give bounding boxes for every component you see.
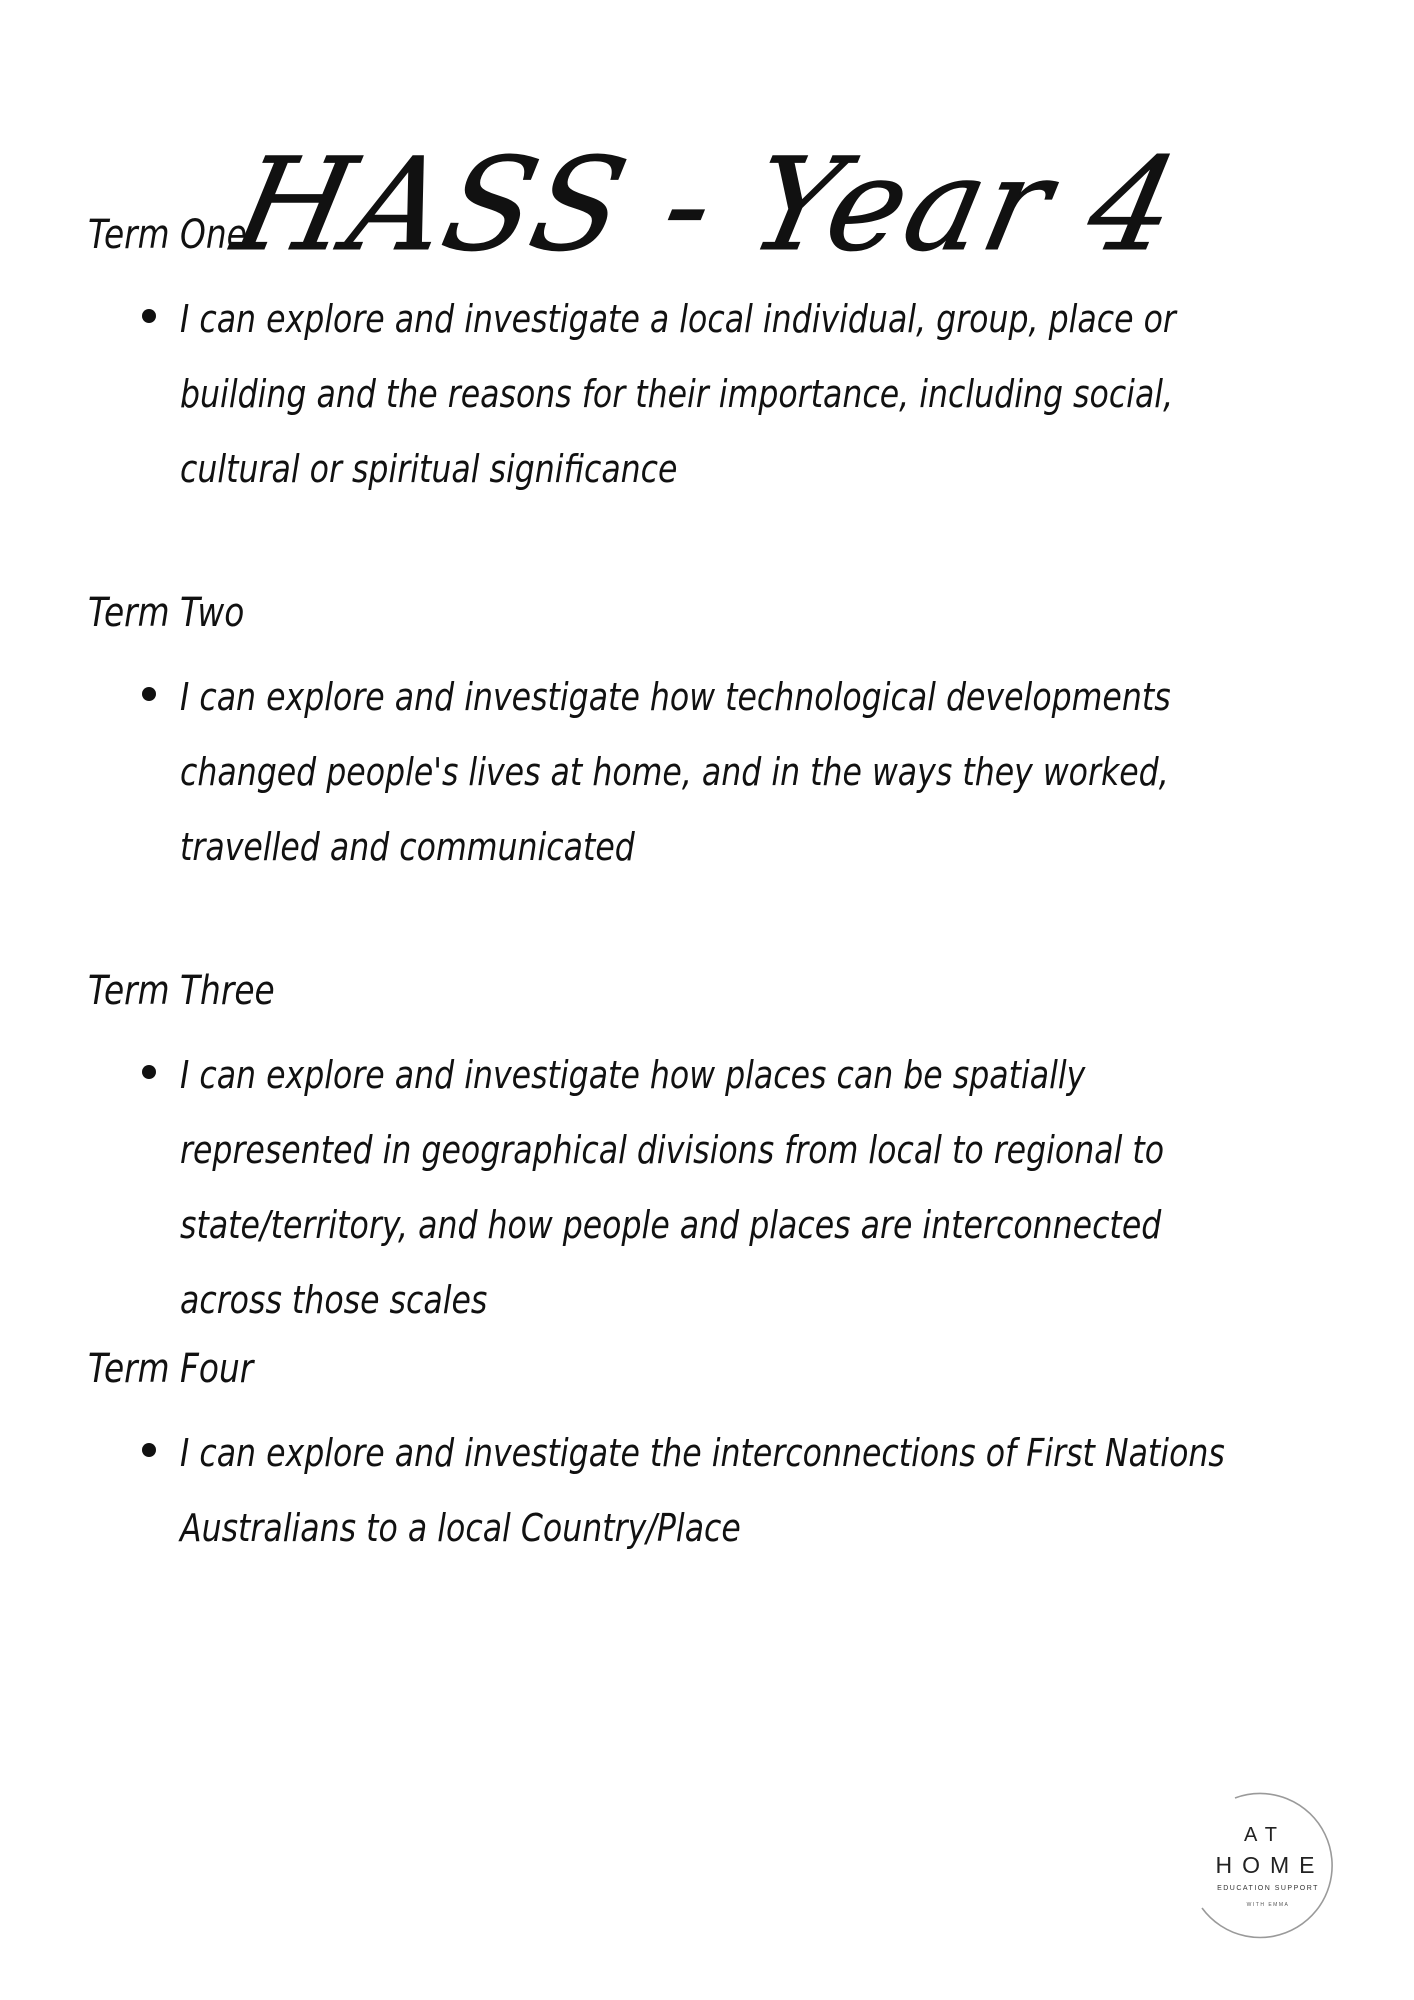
bullet-icon [142,1443,156,1457]
logo-with-text: WITH EMMA [1246,1902,1290,1908]
list-item [88,1416,1378,1566]
term-four-heading: Term Four [88,1346,254,1392]
bullet-icon [142,309,156,323]
term-four-section [88,1344,1378,1566]
bullet-icon [142,687,156,701]
term-four-outcome: I can explore and investigate the interconnections of First Nations Australians to a local Country/Place [180,1431,1225,1551]
term-one-heading: Term One [88,212,247,258]
term-two-section [88,588,1378,885]
list-item [88,660,1378,885]
term-one-section [88,210,1378,507]
logo-at-text: AT [1243,1824,1287,1846]
term-two-heading: Term Two [88,590,245,636]
list-item [88,1038,1378,1338]
page-title: HASS - Year 4 [222,130,1192,280]
term-three-outcome: I can explore and investigate how places can be spatially represented in geographical divisions from local to regional to state/territory, and how people and places are interconnected across those scales [180,1053,1165,1323]
bullet-icon [142,1065,156,1079]
term-three-heading: Term Three [88,968,275,1014]
logo-subtitle-text: EDUCATION SUPPORT [1217,1885,1319,1892]
brand-logo [1190,1788,1350,1948]
list-item [88,282,1378,507]
term-two-outcome: I can explore and investigate how technological developments changed people's lives at home, and in the ways they worked, travelled and communicated [180,675,1171,870]
term-one-outcome: I can explore and investigate a local individual, group, place or building and the reasons for their importance, including social, cultural or spiritual significance [180,297,1176,492]
logo-home-text: HOME [1215,1852,1325,1878]
term-three-section [88,966,1378,1338]
